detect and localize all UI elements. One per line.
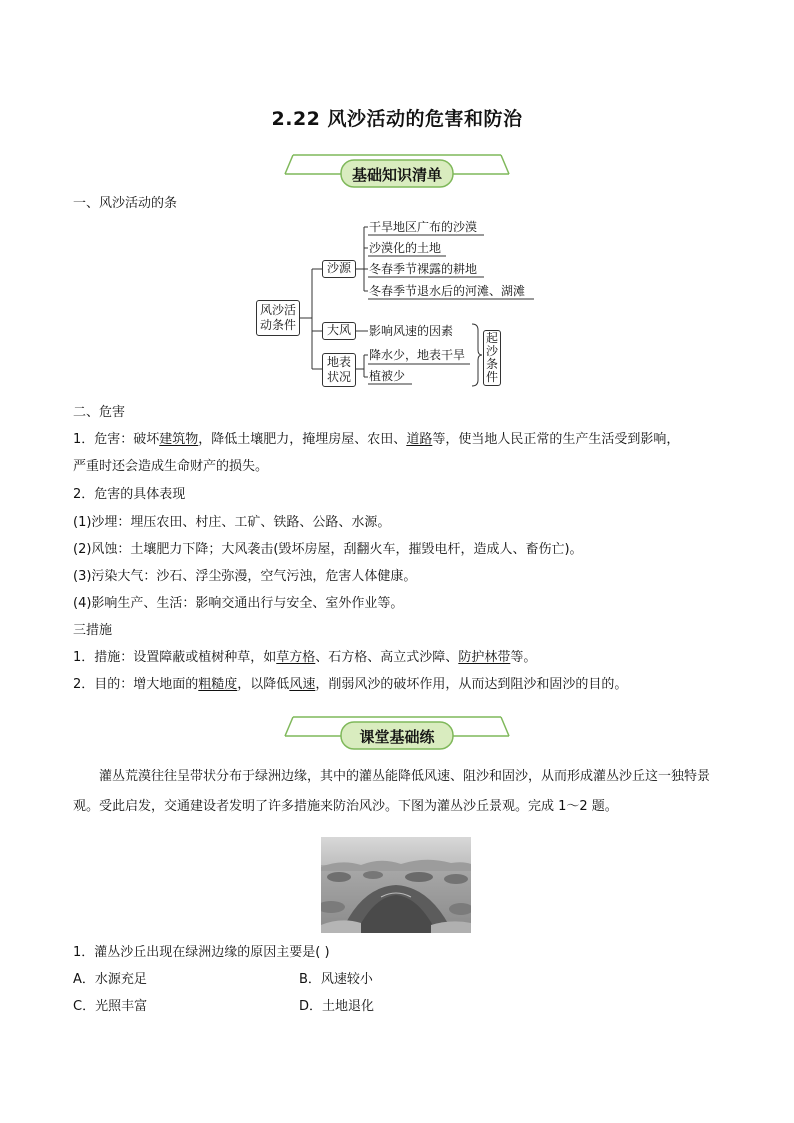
diagram-sand-item: 冬春季节退水后的河滩、湖滩 bbox=[369, 284, 526, 298]
underlined-term: 风速 bbox=[289, 677, 316, 692]
measure-paragraph-2 bbox=[73, 676, 627, 694]
exercise-intro: 灌丛荒漠往往呈带状分布于绿洲边缘，其中的灌丛能降低风速、阻沙和固沙，从而形成灌丛沙丘这一独特景观。受此启发，交通建设者发明了许多措施来防治风沙。下图为灌丛沙丘景观。完成 1～2 题。 bbox=[73, 769, 711, 814]
answer-option-c[interactable]: C．光照丰富 bbox=[73, 999, 148, 1014]
text-span: 、石方格、高立式沙障、 bbox=[315, 650, 459, 665]
hazard-item: (2)风蚀：土壤肥力下降；大风袭击(毁坏房屋，刮翻火车，摧毁电杆，造成人、畜伤亡)。 bbox=[73, 542, 583, 557]
diagram-branch-sand-label: 沙源 bbox=[326, 261, 351, 275]
text-span: ，以降低 bbox=[237, 677, 290, 692]
section-banner-practice bbox=[283, 716, 511, 756]
section-heading-conditions: 一、风沙活动的条 bbox=[73, 196, 178, 211]
banner-title: 课堂基础练 bbox=[359, 728, 435, 746]
section-banner-basics bbox=[283, 154, 511, 194]
diagram-sand-item: 干旱地区广布的沙漠 bbox=[369, 220, 478, 234]
diagram-root-line-2: 动条件 bbox=[259, 318, 296, 332]
page-title: 2.22 风沙活动的危害和防治 bbox=[271, 108, 523, 130]
shrub-dune-photo bbox=[321, 837, 471, 933]
diagram-surface-item: 植被少 bbox=[369, 369, 406, 383]
measure-paragraph-1 bbox=[73, 649, 536, 667]
text-span: 等。 bbox=[510, 650, 537, 665]
answer-option-a[interactable]: A．水源充足 bbox=[73, 972, 147, 987]
hazard-paragraph-1-cont: 严重时还会造成生命财产的损失。 bbox=[73, 459, 269, 474]
banner-title: 基础知识清单 bbox=[351, 166, 442, 184]
answer-option-b[interactable]: B．风速较小 bbox=[299, 972, 373, 987]
text-span: 1．措施：设置障蔽或植树种草，如 bbox=[73, 650, 277, 665]
underlined-term: 防护林带 bbox=[458, 650, 511, 665]
text-span: 2．目的：增大地面的 bbox=[73, 677, 199, 692]
diagram-root-box bbox=[256, 300, 300, 336]
diagram-branch-sand bbox=[322, 260, 356, 278]
hazard-item: (3)污染大气：沙石、浮尘弥漫，空气污浊，危害人体健康。 bbox=[73, 569, 417, 584]
diagram-surface-item: 降水少，地表干旱 bbox=[369, 348, 466, 362]
text-span: ，降低土壤肥力，掩埋房屋、农田、 bbox=[198, 432, 407, 447]
hazard-item: (4)影响生产、生活：影响交通出行与安全、室外作业等。 bbox=[73, 596, 404, 611]
underlined-term: 草方格 bbox=[276, 650, 316, 665]
section-heading-hazards: 二、危害 bbox=[73, 405, 126, 420]
underlined-term: 建筑物 bbox=[159, 432, 199, 447]
diagram-branch-wind-label: 大风 bbox=[326, 323, 351, 337]
diagram-side-char: 起 bbox=[485, 331, 498, 345]
text-span: ，削弱风沙的破坏作用，从而达到阻沙和固沙的目的。 bbox=[315, 677, 628, 692]
diagram-side-char: 条 bbox=[485, 357, 498, 371]
text-span: 等，使当地人民正常的生产生活受到影响， bbox=[432, 432, 680, 447]
hazard-paragraph-2: 2．危害的具体表现 bbox=[73, 487, 186, 502]
diagram-root-line-1: 风沙活 bbox=[259, 303, 296, 317]
diagram-sand-item: 冬春季节裸露的耕地 bbox=[369, 262, 478, 276]
diagram-branch-wind bbox=[322, 322, 356, 340]
diagram-sand-item: 沙漠化的土地 bbox=[369, 241, 442, 255]
question-1: 1．灌丛沙丘出现在绿洲边缘的原因主要是( ) bbox=[73, 945, 330, 960]
underlined-term: 粗糙度 bbox=[198, 677, 238, 692]
hazard-paragraph-1 bbox=[73, 431, 679, 449]
diagram-surface-line-1: 地表 bbox=[326, 355, 351, 369]
diagram-side-char: 件 bbox=[485, 370, 498, 384]
diagram-wind-item: 影响风速的因素 bbox=[369, 324, 454, 338]
underlined-term: 道路 bbox=[406, 432, 433, 447]
section-heading-measures: 三措施 bbox=[73, 623, 113, 638]
diagram-side-char: 沙 bbox=[485, 344, 498, 358]
text-span: 1．危害：破坏 bbox=[73, 432, 160, 447]
diagram-branch-surface bbox=[322, 353, 356, 387]
diagram-surface-line-2: 状况 bbox=[326, 370, 351, 384]
answer-option-d[interactable]: D．土地退化 bbox=[299, 999, 375, 1014]
hazard-item: (1)沙埋：埋压农田、村庄、工矿、铁路、公路、水源。 bbox=[73, 515, 391, 530]
diagram-side-label-box bbox=[483, 330, 501, 386]
